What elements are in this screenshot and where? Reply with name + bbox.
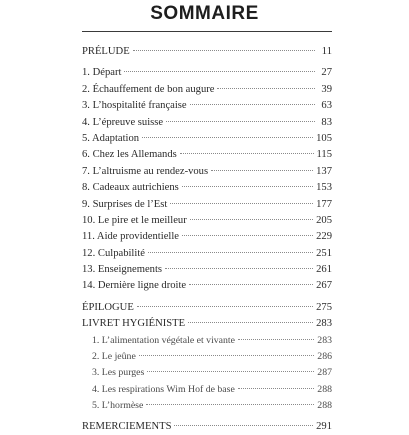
- toc-entry-label: ÉPILOGUE: [82, 301, 134, 313]
- dot-leader: [180, 153, 314, 154]
- toc-entry-chapter-12[interactable]: [82, 246, 332, 262]
- toc-entry-label: 6. Chez les Allemands: [82, 149, 177, 161]
- table-of-contents: [82, 44, 332, 435]
- toc-entry-epilogue[interactable]: [82, 300, 332, 316]
- dot-leader: [238, 339, 314, 340]
- dot-leader: [182, 186, 313, 187]
- toc-entry-label: 12. Culpabilité: [82, 247, 145, 259]
- toc-page-number: 283: [317, 334, 332, 346]
- toc-entry-chapter-5[interactable]: [82, 131, 332, 147]
- toc-entry-label: 2. Le jeûne: [92, 351, 136, 363]
- toc-entry-label: 5. L’hormèse: [92, 400, 144, 412]
- dot-leader: [174, 425, 313, 426]
- toc-entry-chapter-3[interactable]: [82, 98, 332, 114]
- dot-leader: [188, 322, 313, 323]
- toc-page-number: 27: [321, 67, 332, 79]
- title-rule: [82, 31, 332, 32]
- dot-leader: [147, 371, 314, 372]
- toc-entry-chapter-9[interactable]: [82, 197, 332, 213]
- toc-entry-label: 9. Surprises de l’Est: [82, 198, 168, 210]
- toc-page-number: 39: [321, 83, 332, 95]
- toc-entry-chapter-1[interactable]: [82, 65, 332, 81]
- toc-entry-label: 5. Adaptation: [82, 132, 140, 144]
- toc-page-number: 283: [316, 318, 332, 330]
- dot-leader: [190, 219, 313, 220]
- toc-entry-label: 4. L’épreuve suisse: [82, 116, 164, 128]
- toc-entry-label: 7. L’altruisme au rendez-vous: [82, 165, 209, 177]
- toc-entry-label: 3. Les purges: [92, 367, 145, 379]
- toc-subentry-2[interactable]: [82, 349, 332, 365]
- dot-leader: [133, 50, 315, 51]
- dot-leader: [190, 104, 315, 105]
- toc-page-number: 288: [317, 383, 332, 395]
- dot-leader: [211, 170, 313, 171]
- toc-page-number: 261: [316, 264, 332, 276]
- toc-entry-chapter-8[interactable]: [82, 180, 332, 196]
- dot-leader: [142, 137, 313, 138]
- dot-leader: [146, 404, 314, 405]
- toc-entry-label: 2. Échauffement de bon augure: [82, 83, 215, 95]
- toc-page-number: 153: [316, 182, 332, 194]
- page-title: SOMMAIRE: [150, 3, 259, 24]
- toc-entry-prelude[interactable]: [82, 44, 332, 60]
- toc-subentry-1[interactable]: [82, 333, 332, 349]
- toc-entry-label: 10. Le pire et le meilleur: [82, 214, 187, 226]
- toc-page-number: 229: [316, 231, 332, 243]
- toc-page-number: 83: [321, 116, 332, 128]
- toc-subentry-3[interactable]: [82, 365, 332, 381]
- toc-entry-label: 13. Enseignements: [82, 264, 163, 276]
- toc-page-number: 275: [316, 301, 332, 313]
- toc-entry-label: 14. Dernière ligne droite: [82, 280, 187, 292]
- toc-entry-label: 3. L’hospitalité française: [82, 100, 187, 112]
- toc-page-number: 105: [316, 132, 332, 144]
- dot-leader: [189, 284, 313, 285]
- dot-leader: [124, 71, 315, 72]
- dot-leader: [148, 252, 313, 253]
- toc-entry-livret-hygieniste[interactable]: [82, 316, 332, 332]
- toc-page-number: 115: [316, 149, 332, 161]
- toc-page-number: 137: [316, 165, 332, 177]
- toc-entry-chapter-6[interactable]: [82, 147, 332, 163]
- toc-entry-label: 4. Les respirations Wim Hof de base: [92, 383, 235, 395]
- toc-page-number: 288: [317, 400, 332, 412]
- toc-page-number: 251: [316, 247, 332, 259]
- toc-page-number: 63: [321, 100, 332, 112]
- toc-entry-label: 1. Départ: [82, 67, 122, 79]
- toc-entry-chapter-4[interactable]: [82, 115, 332, 131]
- toc-entry-chapter-11[interactable]: [82, 229, 332, 245]
- dot-leader: [217, 88, 315, 89]
- toc-entry-label: 1. L’alimentation végétale et vivante: [92, 334, 236, 346]
- dot-leader: [165, 268, 313, 269]
- toc-subentry-4[interactable]: [82, 382, 332, 398]
- toc-page-number: 291: [316, 420, 332, 432]
- toc-subentry-5[interactable]: [82, 398, 332, 414]
- dot-leader: [170, 203, 313, 204]
- toc-entry-chapter-13[interactable]: [82, 262, 332, 278]
- toc-page-number: 11: [321, 46, 332, 57]
- dot-leader: [139, 355, 315, 356]
- toc-entry-chapter-7[interactable]: [82, 164, 332, 180]
- toc-page-number: 267: [316, 280, 332, 292]
- toc-page-number: 177: [316, 198, 332, 210]
- toc-entry-label: 8. Cadeaux autrichiens: [82, 182, 179, 194]
- toc-entry-label: 11. Aide providentielle: [82, 231, 179, 243]
- toc-page-number: 286: [317, 351, 332, 363]
- dot-leader: [166, 121, 315, 122]
- toc-entry-chapter-14[interactable]: [82, 278, 332, 294]
- toc-entry-label: LIVRET HYGIÉNISTE: [82, 318, 186, 330]
- toc-entry-chapter-2[interactable]: [82, 82, 332, 98]
- toc-entry-label: REMERCIEMENTS: [82, 420, 172, 432]
- toc-page-number: 205: [316, 214, 332, 226]
- toc-entry-label: PRÉLUDE: [82, 46, 130, 57]
- toc-entry-remerciements[interactable]: [82, 419, 332, 435]
- toc-page-number: 287: [317, 367, 332, 379]
- dot-leader: [137, 306, 313, 307]
- toc-entry-chapter-10[interactable]: [82, 213, 332, 229]
- dot-leader: [182, 235, 313, 236]
- dot-leader: [238, 388, 314, 389]
